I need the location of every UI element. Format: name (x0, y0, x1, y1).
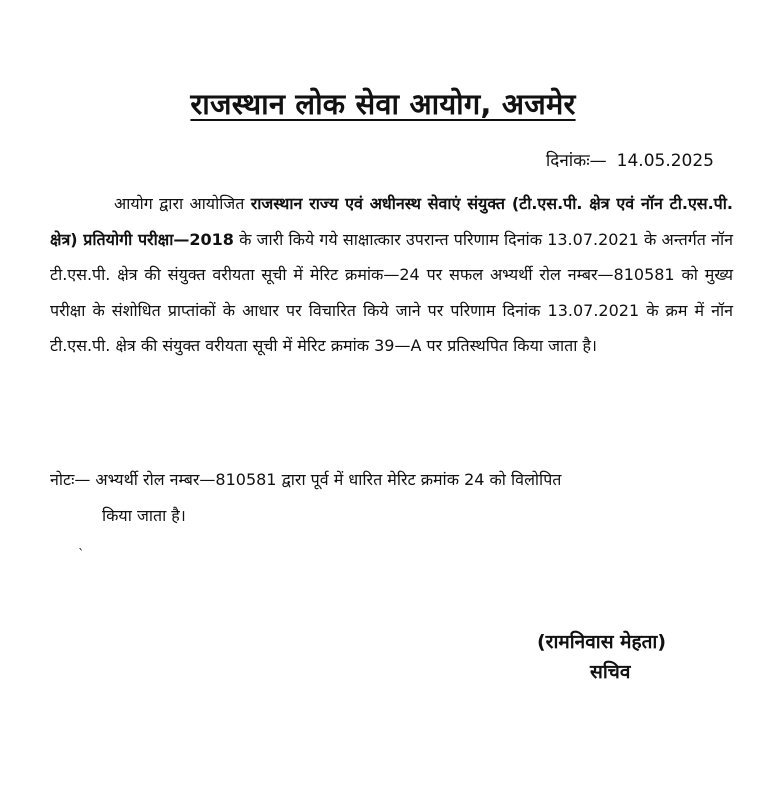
note-block (50, 462, 733, 533)
signatory-designation: सचिव (590, 661, 631, 683)
body-intro-text: आयोग द्वारा आयोजित (114, 194, 251, 213)
date-value: 14.05.2025 (616, 151, 714, 171)
notice-body-paragraph (50, 186, 733, 364)
body-main-text: के जारी किये गये साक्षात्कार उपरान्त परिणाम दिनांक 13.07.2021 के अन्तर्गत नॉन टी.एस.पी. क्षेत्र की संयुक्त वरीयता सूची में मेरिट क्रमांक—24 पर सफल अभ्यर्थी रोल नम्बर—810581 को मुख्य परीक्षा के संशोधित प्राप्तांकों के आधार पर विचारित किये जाने पर परिणाम दिनांक 13.07.2021 के क्रम में नॉन टी.एस.पी. क्षेत्र की संयुक्त वरीयता सूची में मेरिट क्रमांक 39—A पर प्रतिस्थपित किया जाता है। (50, 229, 734, 355)
notice-date (546, 148, 714, 171)
page-title: राजस्थान लोक सेवा आयोग, अजमेर (190, 87, 576, 121)
note-line-1: नोटः— अभ्यर्थी रोल नम्बर—810581 द्वारा पूर्व में धारित मेरिट क्रमांक 24 को विलोपित (50, 470, 562, 489)
note-line-2: किया जाता है। (102, 505, 186, 525)
exam-name-bold: राजस्थान राज्य एवं अधीनस्थ सेवाएं संयुक्त (टी.एस.पी. क्षेत्र एवं नॉन टी.एस.पी. क्षेत्र) प्रतियोगी परीक्षा—2018 (50, 194, 733, 249)
date-label: दिनांकः— (545, 151, 607, 171)
signatory-name: (रामनिवास मेहता) (537, 631, 667, 653)
stray-mark: ` (78, 548, 85, 563)
